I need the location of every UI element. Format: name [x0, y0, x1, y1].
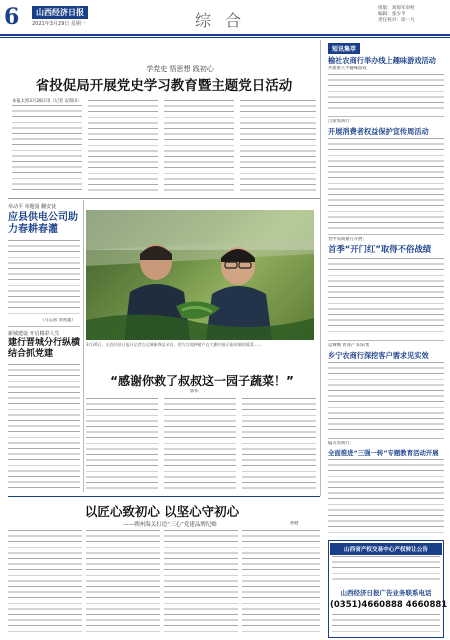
bottom-headline: 以匠心致初心 以坚心守初心	[84, 504, 240, 519]
news-photo	[86, 210, 314, 340]
lead-byline: 本报太原3月28日讯（记者 安瑞田）	[12, 99, 82, 104]
quote-body-col-3	[242, 398, 316, 490]
ad-body	[332, 556, 440, 584]
ad-contact-label: 山西经济日报广告业务联系电话	[340, 589, 432, 597]
brief-2-body	[328, 138, 444, 230]
photo-caption: 3月26日，山西经济日报社记者在运城新绛县采访，图为当地种植户在大棚内展示刚采摘的蔬菜……	[86, 342, 262, 347]
page-number: 6	[4, 4, 20, 30]
brief-3-kicker: 晋中农商银行开展：	[328, 237, 367, 242]
lead-body-col-3	[164, 100, 234, 193]
brief-1-headline: 榆社农商行举办线上趣味游戏活动	[328, 56, 436, 65]
right-column-divider	[320, 40, 321, 496]
left-bottom-body	[8, 364, 80, 490]
bottom-body-col-2	[86, 530, 160, 636]
quote-body-col-2	[164, 398, 236, 490]
ad-footer	[332, 614, 440, 634]
brief-4-body	[328, 362, 444, 434]
brief-5-kicker: 偏关农商行：	[328, 441, 354, 446]
lead-divider	[8, 198, 320, 199]
left-bottom-headline: 建行晋城分行纵横结合抓党建	[8, 338, 81, 359]
header-rule-thin	[0, 37, 450, 38]
paper-name: 山西经济日报	[32, 6, 88, 19]
section-name: 综合	[194, 11, 255, 30]
brief-divider-1	[328, 116, 444, 117]
brief-3-headline: 首季“开门红”取得不俗战绩	[328, 244, 432, 254]
quote-body-col-1	[86, 398, 158, 490]
brief-2-headline: 开展消费者权益保护宣传周活动	[328, 127, 429, 136]
column-divider	[83, 200, 84, 492]
bottom-body-col-1	[8, 530, 82, 636]
brief-1-subhead: 共建重人学趣味游戏	[328, 66, 367, 71]
left-bottom-kicker: 新城建设 开启精彩人生	[8, 331, 60, 337]
brief-5-headline: 全面推进“三强一转”专题教育活动开展	[328, 449, 439, 457]
brief-1-body	[328, 74, 444, 112]
bottom-subheadline: ——朔州海关打造“三心”党建品牌纪略	[123, 522, 217, 528]
left-top-headline: 应县供电公司助力春耕春灌	[8, 212, 78, 235]
header-rule	[0, 34, 450, 36]
brief-divider-2	[328, 234, 444, 235]
lead-body-col-4	[240, 100, 316, 193]
bottom-divider	[8, 496, 320, 497]
left-top-kicker: 举动平 举题量 翻安徒	[8, 204, 57, 210]
left-top-body	[8, 240, 80, 316]
brief-4-kicker: 运城峨 访谈产 阳采集	[328, 343, 370, 348]
lead-headline: 省投促局开展党史学习教育暨主题党日活动	[35, 78, 293, 94]
ad-phone-numbers: (0351)4660888 4660881	[330, 600, 448, 610]
quote-headline: “感谢你救了叔叔这一园子蔬菜！”	[110, 374, 294, 388]
issue-date: 2021年3月29日 星期一	[32, 21, 86, 27]
bottom-byline: 孙健	[290, 521, 299, 526]
quote-byline: 郭伟	[190, 389, 199, 394]
brief-5-body	[328, 459, 444, 535]
bottom-body-col-3	[164, 530, 238, 636]
brief-2-kicker: 吕梁农商行：	[328, 119, 354, 124]
brief-divider-3	[328, 340, 444, 341]
editor-credits	[378, 6, 415, 25]
left-top-dateline: （马志国 刘兆鑫）	[40, 318, 76, 323]
lead-kicker: 学党史 悟思想 践初心	[146, 65, 214, 73]
brief-4-headline: 乡宁农商行深挖客户需求见实效	[328, 351, 429, 360]
lead-body-col-2	[88, 100, 158, 193]
lead-body-col-1	[12, 105, 82, 193]
editor-line: 编辑：张少平	[378, 12, 406, 18]
brief-section-bar: 短讯集萃	[328, 43, 360, 54]
left-top-divider	[8, 326, 80, 327]
brief-divider-4	[328, 438, 444, 439]
brief-3-body	[328, 258, 444, 336]
ad-headline: 山西省产权交易中心产权转让公告	[330, 543, 442, 555]
bottom-body-col-4	[242, 530, 320, 636]
photo-illustration	[86, 210, 314, 340]
editor-line: 组版：刘海军审校	[378, 6, 415, 11]
editor-line: 责任校对：徐一凡	[378, 18, 415, 24]
